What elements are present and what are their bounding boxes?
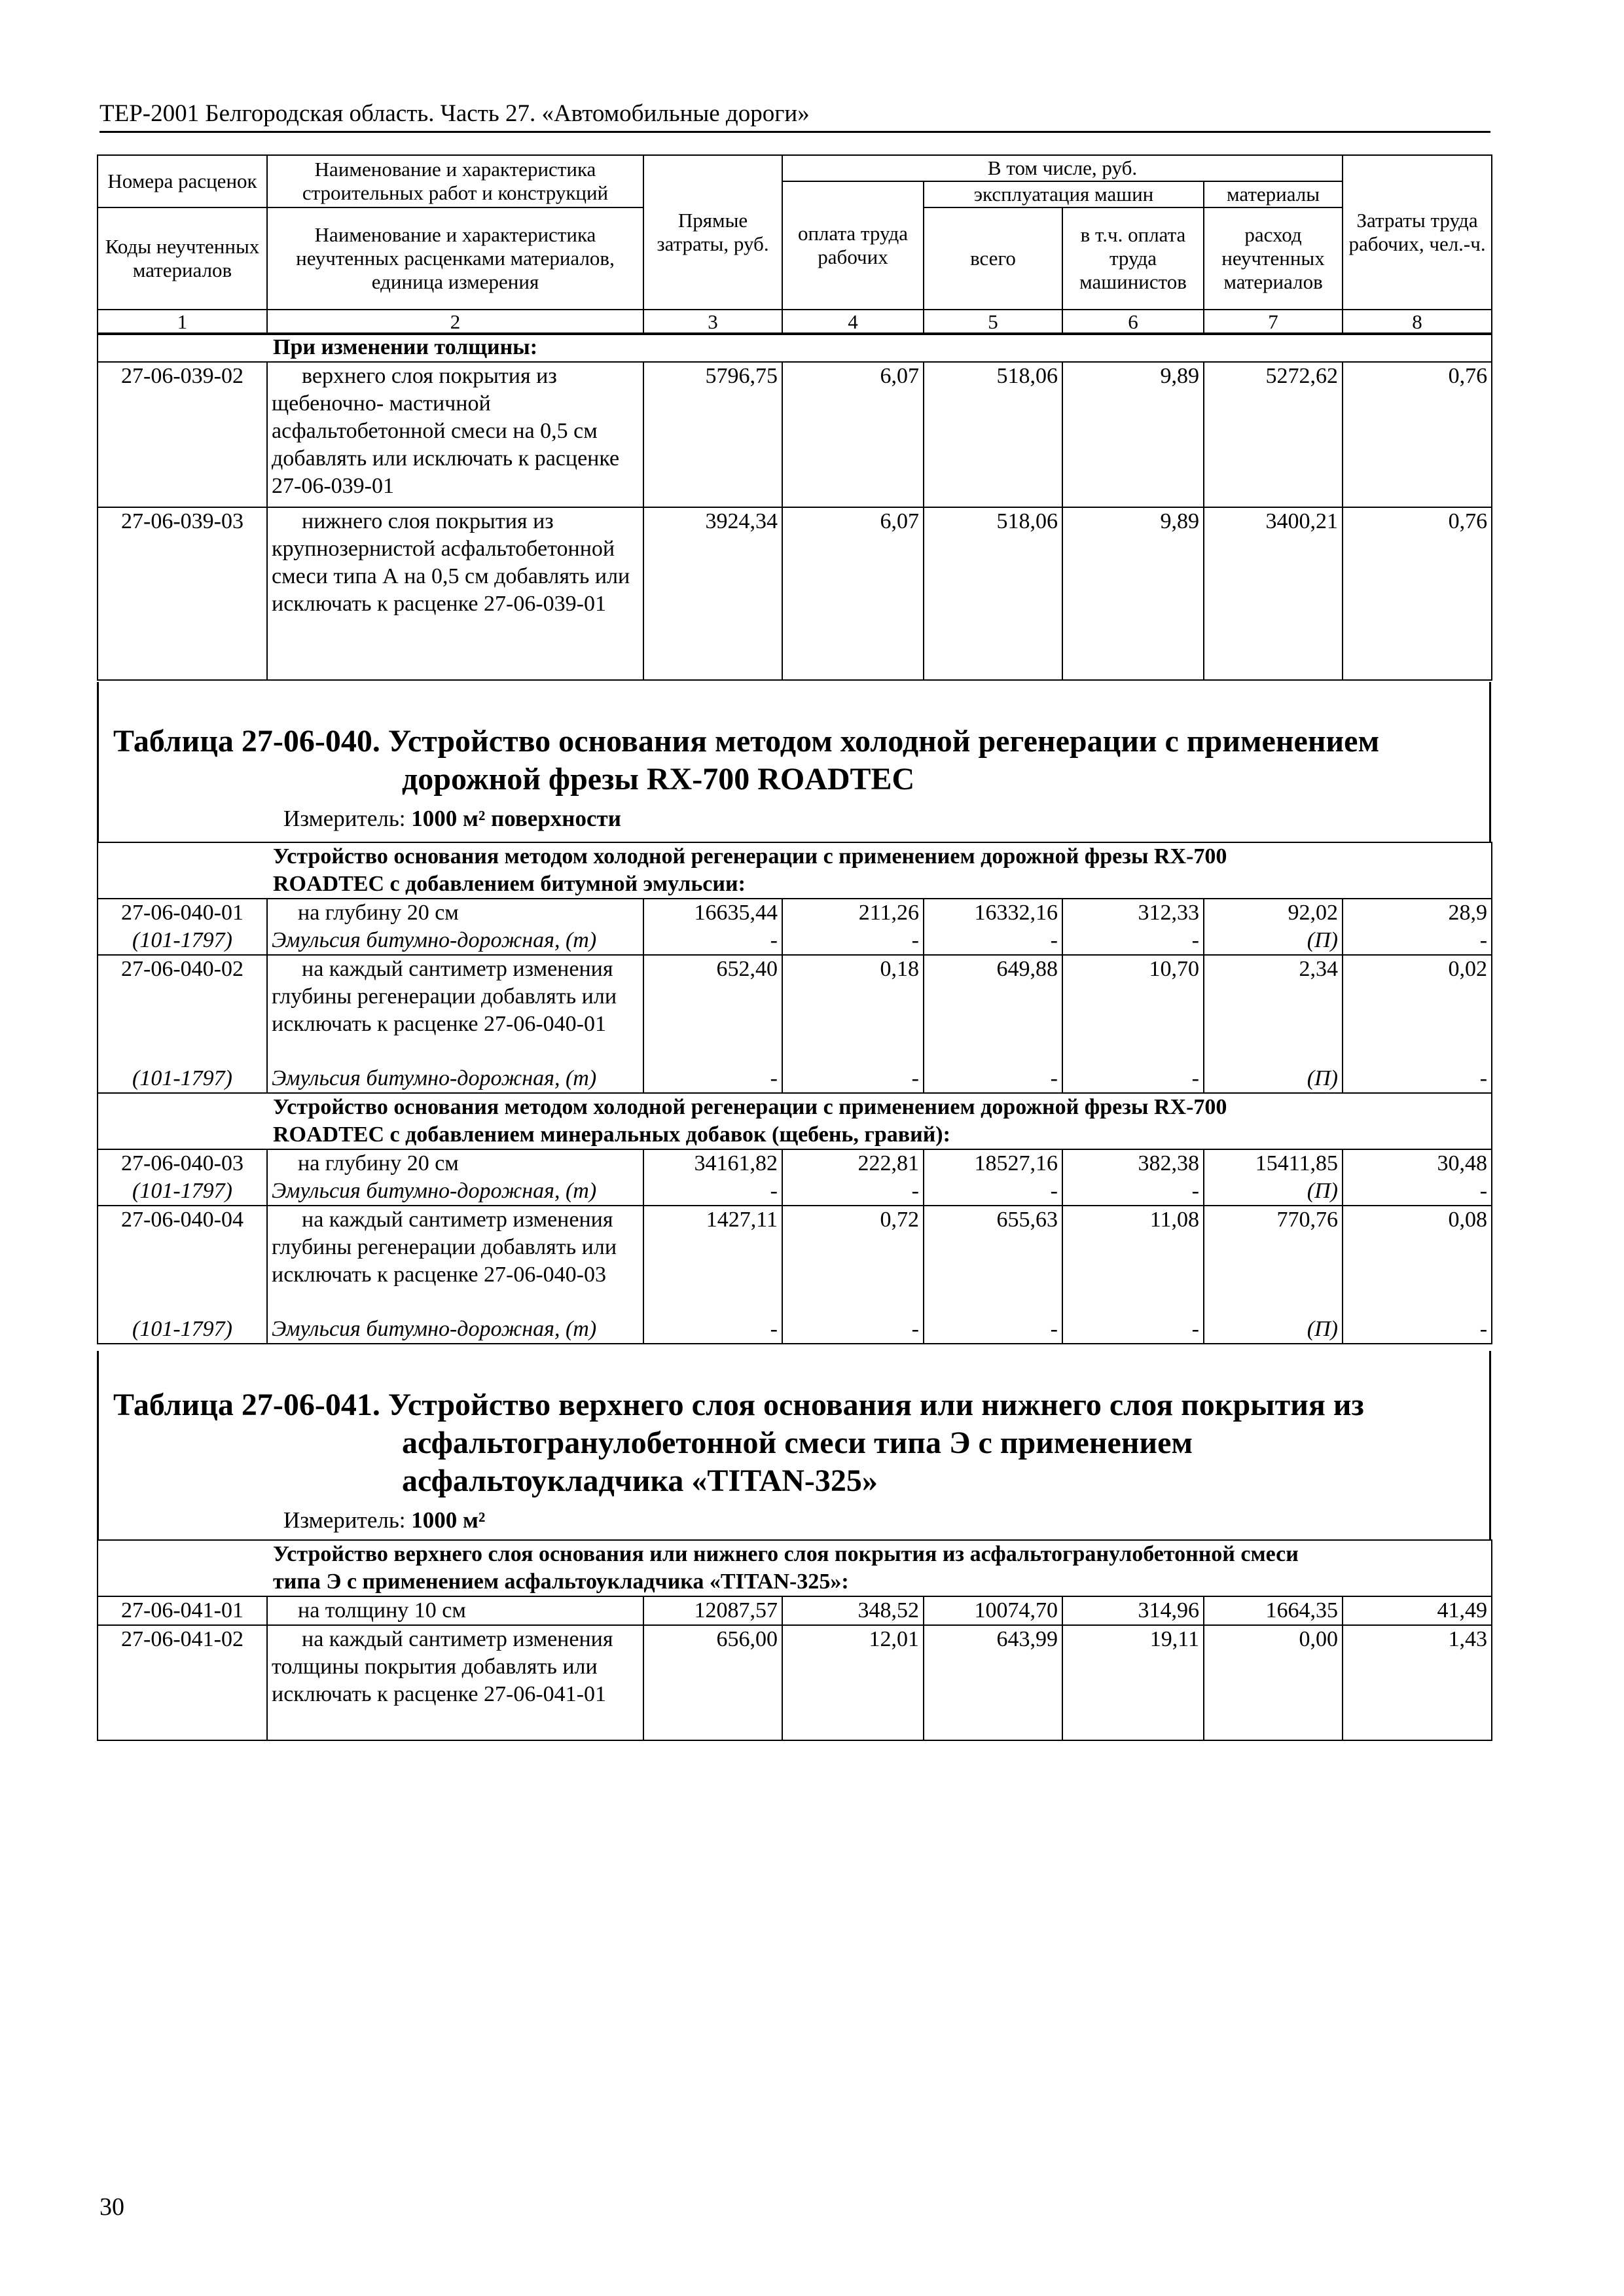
direct-cost: 5796,75 [643, 362, 782, 507]
material-name: Эмульсия битумно-дорожная, (т) [267, 1065, 643, 1093]
material-code: (101-1797) [98, 927, 267, 955]
machinist-labor: 19,11 [1062, 1625, 1204, 1740]
section-039-table [97, 332, 1492, 681]
col5-header: всего [924, 207, 1062, 310]
material-unit-mark: (П) [1204, 1065, 1343, 1093]
direct-cost: 3924,34 [643, 507, 782, 680]
column-number: 5 [924, 310, 1062, 334]
measure-line [99, 804, 1489, 834]
col8-header: Затраты труда рабочих, чел.-ч. [1343, 155, 1492, 310]
rate-name: на толщину 10 см [267, 1596, 643, 1625]
dash-cell: - [643, 1177, 782, 1206]
dash-cell: - [924, 927, 1062, 955]
dash-cell: - [924, 1065, 1062, 1093]
machinist-labor: 382,38 [1062, 1149, 1204, 1177]
measure-label: Измеритель: [283, 806, 406, 831]
dash-cell: - [924, 1316, 1062, 1344]
column-number: 6 [1062, 310, 1204, 334]
labor-cost: 211,26 [782, 899, 924, 927]
col2-top-header: Наименование и характеристика строительных работ и конструкций [267, 155, 643, 207]
materials-cost: 770,76 [1204, 1206, 1343, 1316]
col7-header: расход неучтенных материалов [1204, 207, 1343, 310]
table-title-continued: асфальтогранулобетонной смеси типа Э с применением [402, 1426, 1193, 1460]
labor-hours: 30,48 [1343, 1149, 1492, 1177]
table-040 [97, 842, 1492, 1344]
machines-total: 18527,16 [924, 1149, 1062, 1177]
materials-cost: 2,34 [1204, 955, 1343, 1065]
material-name: Эмульсия битумно-дорожная, (т) [267, 1177, 643, 1206]
col1-bottom-header: Коды неучтенных материалов [98, 207, 267, 310]
measure-value: 1000 м² [411, 1507, 486, 1533]
machinist-labor: 10,70 [1062, 955, 1204, 1065]
section-subheading: При изменении толщины: [98, 333, 1492, 362]
dash-cell: - [643, 1065, 782, 1093]
rate-name: на каждый сантиметр изменения глубины регенерации добавлять или исключать к расценке 27-06-040-03 [267, 1206, 643, 1316]
group-heading: Устройство основания методом холодной регенерации с применением дорожной фрезы RX-700 ROADTEC с добавлением минеральных добавок (щебень, гравий): [98, 1093, 1492, 1149]
direct-cost: 16635,44 [643, 899, 782, 927]
labor-cost: 0,18 [782, 955, 924, 1065]
column-number: 8 [1343, 310, 1492, 334]
column-header-table [97, 154, 1492, 335]
col1-top-header: Номера расценок [98, 155, 267, 207]
material-unit-mark: (П) [1204, 927, 1343, 955]
materials-cost: 0,00 [1204, 1625, 1343, 1740]
machines-total: 655,63 [924, 1206, 1062, 1316]
direct-cost: 652,40 [643, 955, 782, 1065]
direct-cost: 656,00 [643, 1625, 782, 1740]
machinist-labor: 312,33 [1062, 899, 1204, 927]
col6-header: в т.ч. оплата труда машинистов [1062, 207, 1204, 310]
machines-total: 16332,16 [924, 899, 1062, 927]
dash-cell: - [782, 927, 924, 955]
rate-name: на каждый сантиметр изменения толщины покрытия добавлять или исключать к расценке 27-06-041-01 [267, 1625, 643, 1740]
material-unit-mark: (П) [1204, 1316, 1343, 1344]
materials-cost: 3400,21 [1204, 507, 1343, 680]
rate-name: верхнего слоя покрытия из щебеночно- мастичной асфальтобетонной смеси на 0,5 см добавлять или исключать к расценке 27-06-039-01 [267, 362, 643, 507]
material-code: (101-1797) [98, 1065, 267, 1093]
rate-code: 27-06-040-02 [98, 955, 267, 1065]
col2-bottom-header: Наименование и характеристика неучтенных расценками материалов, единица измерения [267, 207, 643, 310]
labor-cost: 12,01 [782, 1625, 924, 1740]
column-number: 7 [1204, 310, 1343, 334]
dash-cell: - [782, 1316, 924, 1344]
table-040-title-block [97, 682, 1491, 842]
dash-cell: - [1062, 1065, 1204, 1093]
table-041 [97, 1539, 1492, 1741]
labor-hours: 41,49 [1343, 1596, 1492, 1625]
machinist-labor: 9,89 [1062, 362, 1204, 507]
dash-cell: - [643, 1316, 782, 1344]
direct-cost: 12087,57 [643, 1596, 782, 1625]
material-name: Эмульсия битумно-дорожная, (т) [267, 1316, 643, 1344]
materials-cost: 5272,62 [1204, 362, 1343, 507]
rate-code: 27-06-040-03 [98, 1149, 267, 1177]
rate-code: 27-06-041-01 [98, 1596, 267, 1625]
dash-cell: - [1343, 1316, 1492, 1344]
rate-code: 27-06-040-04 [98, 1206, 267, 1316]
group-heading: Устройство основания методом холодной регенерации с применением дорожной фрезы RX-700 ROADTEC с добавлением битумной эмульсии: [98, 842, 1492, 899]
dash-cell: - [1343, 1177, 1492, 1206]
machinist-labor: 9,89 [1062, 507, 1204, 680]
rate-name: нижнего слоя покрытия из крупнозернистой асфальтобетонной смеси типа А на 0,5 см добавлять или исключать к расценке 27-06-039-01 [267, 507, 643, 680]
labor-cost: 348,52 [782, 1596, 924, 1625]
dash-cell: - [1062, 927, 1204, 955]
measure-label: Измеритель: [283, 1507, 406, 1533]
labor-cost: 6,07 [782, 507, 924, 680]
materials-group-header: материалы [1204, 181, 1343, 207]
table-title: Таблица 27-06-040. Устройство основания методом холодной регенерации с применением [113, 724, 1380, 759]
machines-total: 518,06 [924, 362, 1062, 507]
column-number: 4 [782, 310, 924, 334]
materials-cost: 15411,85 [1204, 1149, 1343, 1177]
labor-hours: 0,76 [1343, 362, 1492, 507]
measure-value: 1000 м² поверхности [411, 806, 621, 831]
dash-cell: - [1343, 1065, 1492, 1093]
machines-total: 518,06 [924, 507, 1062, 680]
page-number: 30 [99, 2193, 124, 2221]
labor-hours: 0,08 [1343, 1206, 1492, 1316]
rate-code: 27-06-039-03 [98, 507, 267, 680]
machines-total: 643,99 [924, 1625, 1062, 1740]
table-title-continued: дорожной фрезы RX-700 ROADTEC [402, 762, 915, 797]
labor-hours: 0,02 [1343, 955, 1492, 1065]
dash-cell: - [643, 927, 782, 955]
direct-cost: 34161,82 [643, 1149, 782, 1177]
labor-hours: 1,43 [1343, 1625, 1492, 1740]
machines-total: 649,88 [924, 955, 1062, 1065]
materials-cost: 92,02 [1204, 899, 1343, 927]
material-unit-mark: (П) [1204, 1177, 1343, 1206]
dash-cell: - [1062, 1177, 1204, 1206]
dash-cell: - [782, 1065, 924, 1093]
rate-name: на глубину 20 см [267, 899, 643, 927]
rate-code: 27-06-039-02 [98, 362, 267, 507]
rate-name: на глубину 20 см [267, 1149, 643, 1177]
table-title: Таблица 27-06-041. Устройство верхнего слоя основания или нижнего слоя покрытия из [113, 1388, 1364, 1422]
rate-name: на каждый сантиметр изменения глубины регенерации добавлять или исключать к расценке 27-06-040-01 [267, 955, 643, 1065]
measure-line [99, 1505, 1489, 1535]
dash-cell: - [1343, 927, 1492, 955]
labor-cost: 0,72 [782, 1206, 924, 1316]
labor-cost: 6,07 [782, 362, 924, 507]
table-041-title-block [97, 1351, 1491, 1539]
dash-cell: - [1062, 1316, 1204, 1344]
column-number: 2 [267, 310, 643, 334]
machines-total: 10074,70 [924, 1596, 1062, 1625]
labor-hours: 0,76 [1343, 507, 1492, 680]
table-title-continued: асфальтоукладчика «TITAN-325» [402, 1463, 878, 1498]
machinist-labor: 314,96 [1062, 1596, 1204, 1625]
materials-cost: 1664,35 [1204, 1596, 1343, 1625]
direct-cost: 1427,11 [643, 1206, 782, 1316]
rate-code: 27-06-041-02 [98, 1625, 267, 1740]
dash-cell: - [782, 1177, 924, 1206]
column-number: 1 [98, 310, 267, 334]
column-number: 3 [643, 310, 782, 334]
col3-header: Прямые затраты, руб. [643, 155, 782, 310]
including-group-header: В том числе, руб. [782, 155, 1343, 181]
rate-code: 27-06-040-01 [98, 899, 267, 927]
machinist-labor: 11,08 [1062, 1206, 1204, 1316]
labor-hours: 28,9 [1343, 899, 1492, 927]
material-code: (101-1797) [98, 1316, 267, 1344]
group-heading: Устройство верхнего слоя основания или нижнего слоя покрытия из асфальтогранулобетонной смеси типа Э с применением асфальтоукладчика «TITAN-325»: [98, 1540, 1492, 1596]
material-name: Эмульсия битумно-дорожная, (т) [267, 927, 643, 955]
labor-cost: 222,81 [782, 1149, 924, 1177]
dash-cell: - [924, 1177, 1062, 1206]
running-header: ТЕР-2001 Белгородская область. Часть 27. «Автомобильные дороги» [99, 98, 1490, 133]
machines-group-header: эксплуатация машин [924, 181, 1204, 207]
col4-header: оплата труда рабочих [782, 181, 924, 310]
material-code: (101-1797) [98, 1177, 267, 1206]
